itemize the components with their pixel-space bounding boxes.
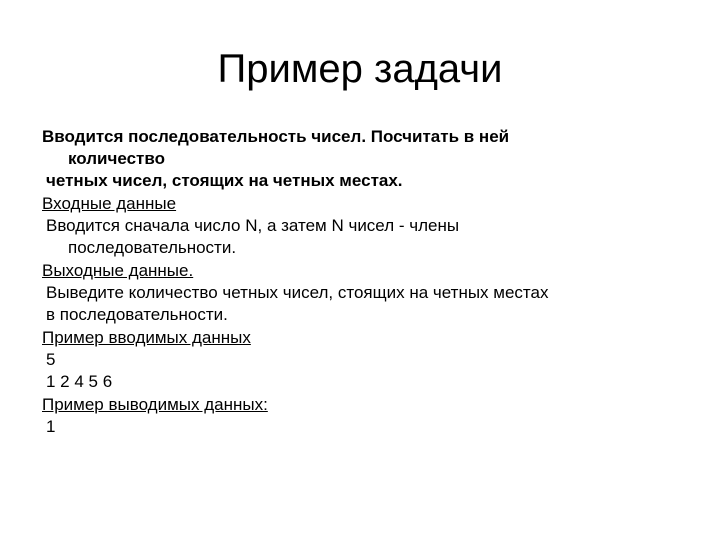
input-line-2: последовательности. [68,238,237,257]
input-heading: Входные данные [42,194,177,213]
task-line-1: Вводится последовательность чисел. Посчитать в ней [42,127,510,146]
task-line-2: количество [68,149,165,168]
output-line-2: в последовательности. [46,305,228,324]
output-line-1: Выведите количество четных чисел, стоящих на четных местах [46,283,549,302]
example-input-heading: Пример вводимых данных [42,328,251,347]
example-output-heading: Пример выводимых данных: [42,395,268,414]
input-line-1: Вводится сначала число N, а затем N чисел - члены [46,216,460,235]
slide-body [42,126,682,438]
task-line-3: четных чисел, стоящих на четных местах. [46,171,403,190]
slide-title: Пример задачи [217,47,503,91]
example-input-line-2: 1 2 4 5 6 [46,372,113,391]
example-output-line-1: 1 [46,417,56,436]
output-heading: Выходные данные. [42,261,194,280]
example-input-line-1: 5 [46,350,56,369]
